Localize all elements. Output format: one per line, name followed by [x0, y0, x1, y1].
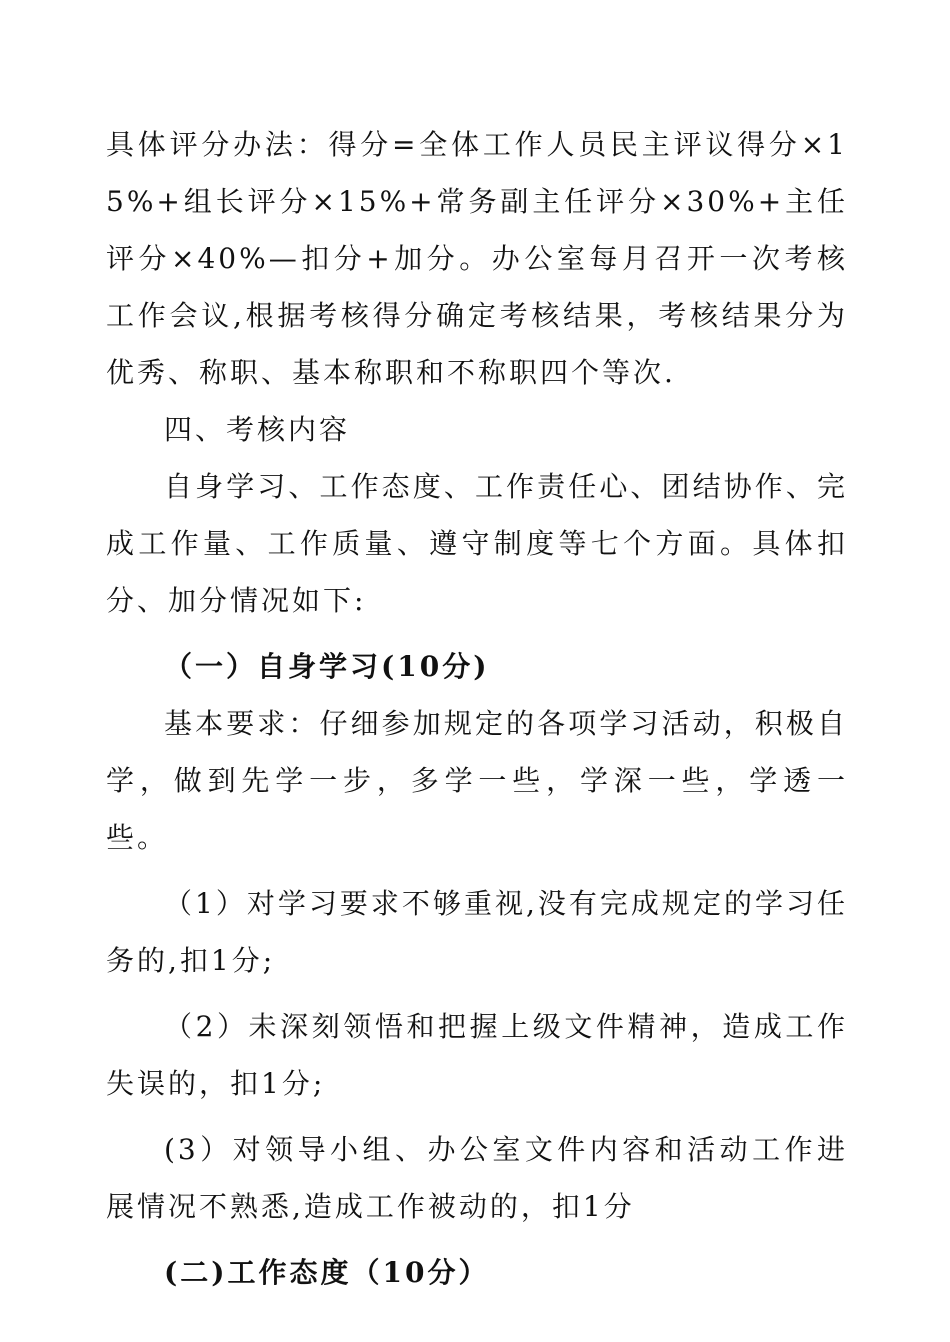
subsection-heading-self-study: （一）自身学习(10分) — [164, 650, 490, 683]
document-page — [106, 116, 848, 1301]
section-heading-assessment-content: 四、考核内容 — [164, 413, 351, 446]
basic-requirement-paragraph: 基本要求：仔细参加规定的各项学习活动，积极自学，做到先学一步，多学一些，学深一些，学透一些。 — [106, 707, 848, 854]
deduction-item-3: (3）对领导小组、办公室文件内容和活动工作进展情况不熟悉,造成工作被动的，扣1分 — [106, 1133, 848, 1223]
scoring-method-paragraph: 具体评分办法：得分=全体工作人员民主评议得分×15%+组长评分×15%+常务副主任评分×30%+主任评分×40%—扣分+加分。办公室每月召开一次考核工作会议,根据考核得分确定考核结果，考核结果分为优秀、称职、基本称职和不称职四个等次. — [106, 128, 848, 389]
deduction-item-1: （1）对学习要求不够重视,没有完成规定的学习任务的,扣1分; — [106, 887, 848, 977]
deduction-item-2: （2）未深刻领悟和把握上级文件精神，造成工作失误的，扣1分; — [106, 1010, 848, 1100]
subsection-heading-work-attitude: (二)工作态度（10分） — [164, 1256, 490, 1289]
assessment-aspects-paragraph: 自身学习、工作态度、工作责任心、团结协作、完成工作量、工作质量、遵守制度等七个方面。具体扣分、加分情况如下: — [106, 470, 848, 617]
